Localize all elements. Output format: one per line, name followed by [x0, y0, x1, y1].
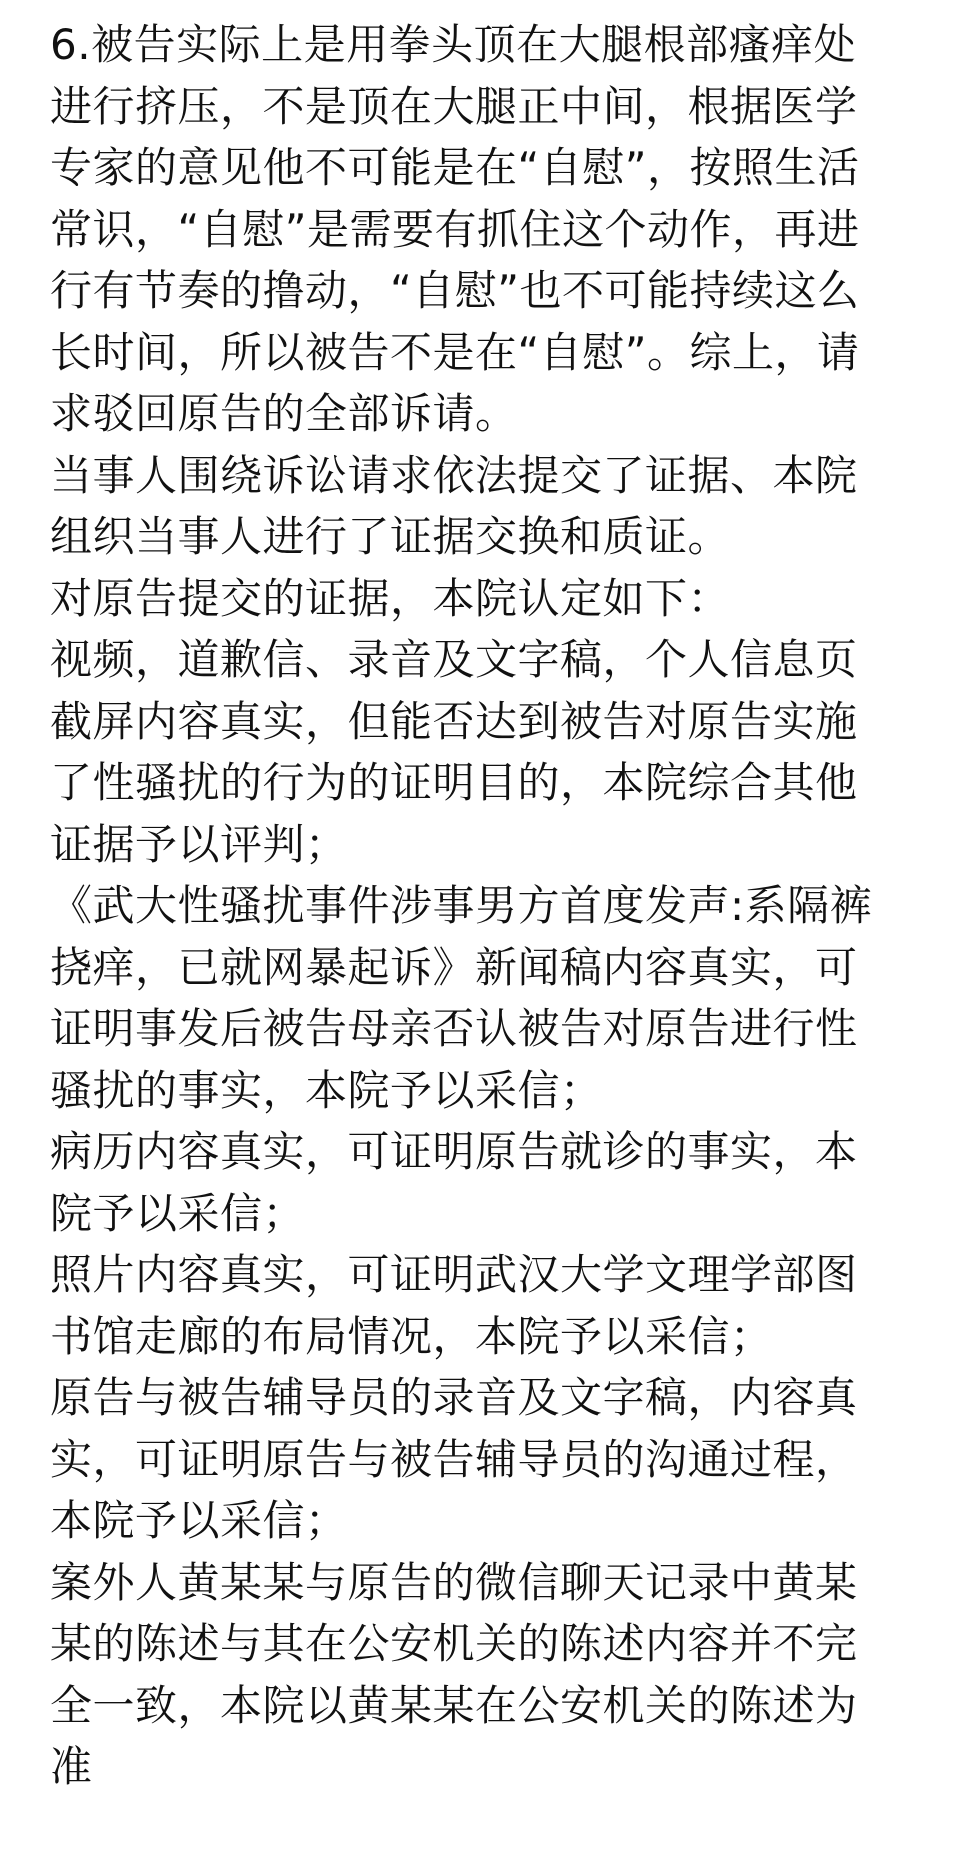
paragraph-evidence-medical-record: 病历内容真实，可证明原告就诊的事实，本 院予以采信； [50, 1127, 858, 1238]
paragraph-evidence-video-letter: 视频，道歉信、录音及文字稿，个人信息页 截屏内容真实，但能否达到被告对原告实施 了性骚扰的行为的证明目的，本院综合其他 证据予以评判； [50, 635, 858, 869]
paragraph-evidence-photos: 照片内容真实，可证明武汉大学文理学部图 书馆走廊的布局情况，本院予以采信； [50, 1250, 858, 1361]
paragraph-evidence-wechat-record: 案外人黄某某与原告的微信聊天记录中黄某 某的陈述与其在公安机关的陈述内容并不完 全一致，本院以黄某某在公安机关的陈述为 准 [50, 1557, 858, 1791]
paragraph-evidence-finding-intro: 对原告提交的证据，本院认定如下： [50, 573, 731, 623]
judgment-text [50, 14, 930, 1798]
paragraph-defendant-argument-6: 6.被告实际上是用拳头顶在大腿根部瘙痒处 进行挤压，不是顶在大腿正中间，根据医学 专家的意见他不可能是在“自慰”，按照生活 常识，“自慰”是需要有抓住这个动作，再进 行有节奏的撸动，“自慰”也不可能持续这么 长时间，所以被告不是在“自慰”。综上，请 求驳回原告的全部诉请。 [50, 20, 860, 438]
paragraph-evidence-news-article: 《武大性骚扰事件涉事男方首度发声:系隔裤 挠痒，已就网暴起诉》新闻稿内容真实，可 证明事发后被告母亲否认被告对原告进行性 骚扰的事实，本院予以采信； [50, 881, 873, 1115]
paragraph-evidence-exchange: 当事人围绕诉讼请求依法提交了证据、本院 组织当事人进行了证据交换和质证。 [50, 450, 858, 561]
paragraph-evidence-counselor-recording: 原告与被告辅导员的录音及文字稿，内容真 实，可证明原告与被告辅导员的沟通过程， 本院予以采信； [50, 1373, 858, 1545]
